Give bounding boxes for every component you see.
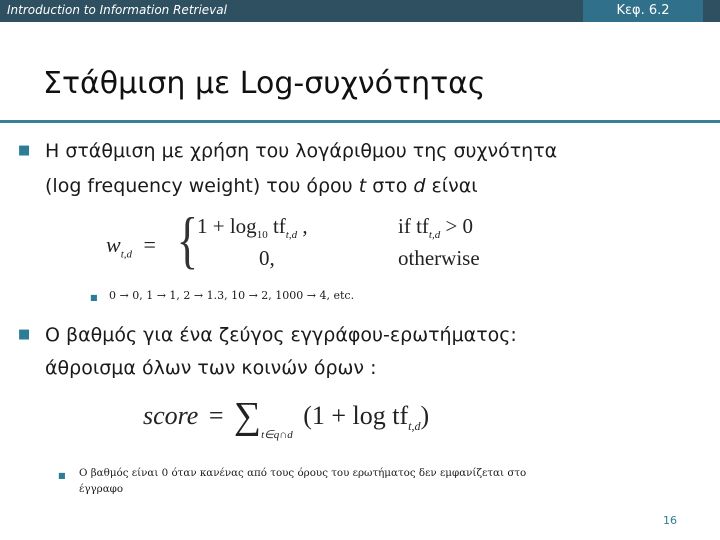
- case-1-tf-sub: t,d: [285, 229, 298, 242]
- formula-1-w-sub: t,d: [120, 248, 132, 261]
- formula-1-case-1-expr: [197, 214, 308, 241]
- sub-bullet-marker-1: ■: [90, 293, 98, 302]
- bullet-1-line-2: [45, 172, 478, 200]
- formula-2-eq: =: [208, 401, 224, 430]
- case-1-cond-sub: t,d: [428, 229, 441, 242]
- term-t: t: [358, 175, 367, 197]
- title-divider: [0, 120, 720, 123]
- bullet-marker-1: ■: [18, 143, 31, 158]
- case-1-log-base: 10: [256, 229, 268, 242]
- formula-1-lhs: [106, 232, 156, 260]
- formula-2-expr: (1 + log tf: [303, 401, 409, 430]
- sub-bullet-1-text: 0 → 0, 1 → 1, 2 → 1.3, 10 → 2, 1000 → 4, etc.: [109, 289, 355, 302]
- case-1-gt-zero: > 0: [440, 214, 474, 238]
- formula-2-sigma: ∑: [234, 395, 262, 437]
- chapter-badge: Κεφ. 6.2: [583, 0, 703, 22]
- formula-1-brace: {: [176, 204, 199, 275]
- formula-1-w: w: [106, 232, 121, 257]
- formula-2: [143, 394, 429, 441]
- slide-title: Στάθμιση με Log-συχνότητας: [43, 66, 486, 101]
- doc-d: d: [413, 175, 426, 197]
- bullet-1-line-1: Η στάθμιση με χρήση του λογάριθμου της συχνότητα: [45, 140, 558, 162]
- page-number: 16: [663, 514, 677, 527]
- case-1-if-tf: if tf: [398, 214, 429, 238]
- sub-bullet-2-line-1: Ο βαθμός είναι 0 όταν κανένας από τους όρους του ερωτήματος δεν εμφανίζεται στο: [79, 467, 527, 479]
- formula-2-score: score: [143, 401, 199, 430]
- sub-bullet-marker-2: ■: [58, 471, 66, 480]
- bullet-1-text-a: (log frequency weight) του όρου: [45, 175, 359, 197]
- case-1-comma: ,: [297, 214, 308, 238]
- sub-bullet-2-line-2: έγγραφο: [79, 483, 124, 495]
- case-1-log: 1 + log: [197, 214, 257, 238]
- bullet-marker-2: ■: [18, 327, 31, 342]
- bullet-1-text-b: στο: [366, 175, 414, 197]
- formula-1-eq: =: [143, 232, 156, 257]
- case-1-tf: tf: [267, 214, 286, 238]
- formula-1-case-1-cond: [398, 214, 473, 241]
- formula-1-case-2-expr: 0,: [259, 246, 275, 270]
- formula-2-sigma-sub: t∈q∩d: [261, 429, 293, 441]
- formula-2-close: ): [420, 401, 430, 430]
- bullet-1-text-c: είναι: [425, 175, 478, 197]
- formula-1-case-2-cond: otherwise: [398, 246, 480, 270]
- course-title: Introduction to Information Retrieval: [7, 3, 227, 17]
- formula-2-expr-sub: t,d: [408, 419, 421, 434]
- bullet-2-line-1: Ο βαθμός για ένα ζεύγος εγγράφου-ερωτήματος:: [45, 324, 517, 346]
- bullet-2-line-2: άθροισμα όλων των κοινών όρων :: [45, 357, 377, 379]
